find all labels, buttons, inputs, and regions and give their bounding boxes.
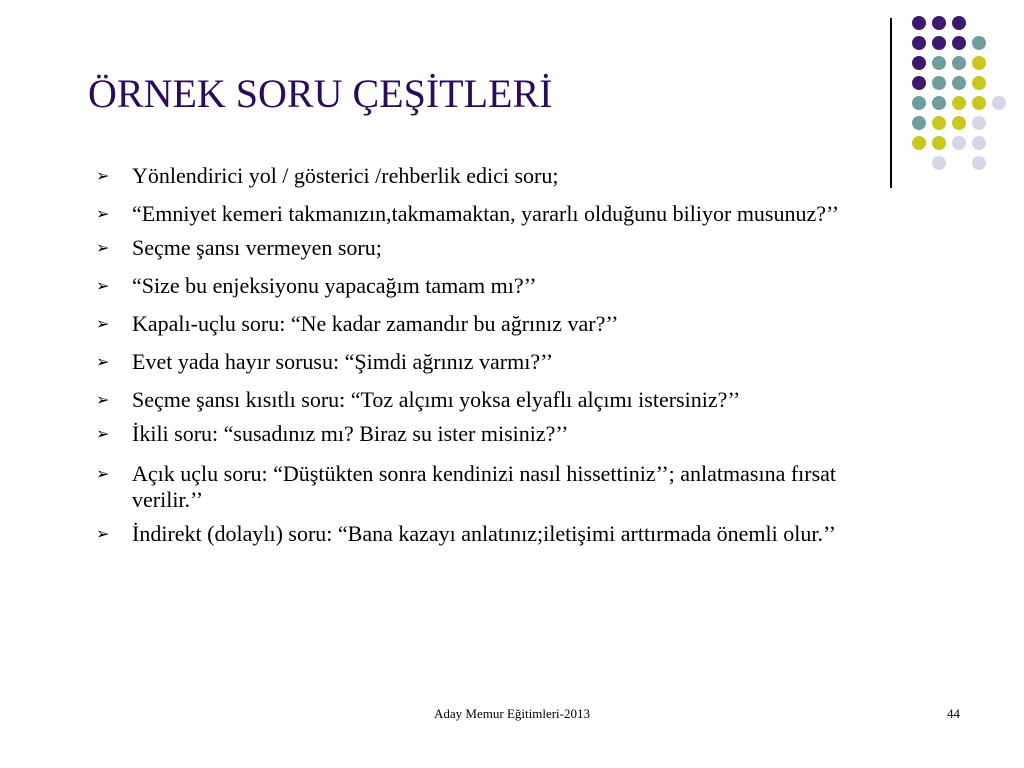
- decor-dot: [972, 136, 986, 150]
- decor-dot: [972, 116, 986, 130]
- arrow-bullet-icon: ➢: [96, 424, 110, 443]
- bullet-item: [96, 349, 896, 375]
- bullet-item: [96, 201, 896, 227]
- arrow-bullet-icon: ➢: [96, 166, 110, 185]
- decor-dot: [912, 16, 926, 30]
- decor-dot: [912, 116, 926, 130]
- decor-dot: [912, 56, 926, 70]
- decor-dot: [952, 136, 966, 150]
- decor-dot: [912, 36, 926, 50]
- arrow-bullet-icon: ➢: [96, 238, 110, 257]
- decor-dot: [932, 96, 946, 110]
- bullet-item: [96, 421, 896, 447]
- decor-dot: [992, 96, 1006, 110]
- decor-dot: [952, 36, 966, 50]
- decor-dot: [932, 136, 946, 150]
- decor-dot: [932, 36, 946, 50]
- bullet-text: “Emniyet kemeri takmanızın,takmamaktan, yararlı olduğunu biliyor musunuz?’’: [132, 201, 840, 226]
- decor-dot: [952, 16, 966, 30]
- decor-dot: [972, 96, 986, 110]
- decor-dot: [932, 156, 946, 170]
- bullet-item: [96, 461, 896, 513]
- decor-dot: [912, 136, 926, 150]
- bullet-text: İndirekt (dolaylı) soru: “Bana kazayı anlatınız;iletişimi arttırmada önemli olur.’’: [132, 521, 836, 546]
- arrow-bullet-icon: ➢: [96, 314, 110, 333]
- decor-dot: [932, 76, 946, 90]
- decor-dot: [952, 96, 966, 110]
- arrow-bullet-icon: ➢: [96, 464, 110, 483]
- arrow-bullet-icon: ➢: [96, 352, 110, 371]
- decor-dot: [912, 76, 926, 90]
- bullet-item: [96, 235, 896, 261]
- arrow-bullet-icon: ➢: [96, 390, 110, 409]
- arrow-bullet-icon: ➢: [96, 276, 110, 295]
- bullet-item: [96, 163, 896, 189]
- bullet-text: Yönlendirici yol / gösterici /rehberlik edici soru;: [132, 163, 559, 188]
- bullet-text: Evet yada hayır sorusu: “Şimdi ağrınız varmı?’’: [132, 349, 554, 374]
- decor-dot: [972, 36, 986, 50]
- bullet-item: [96, 521, 896, 547]
- decorative-dot-grid: [900, 10, 1010, 170]
- decor-dot: [952, 56, 966, 70]
- decor-dot: [932, 116, 946, 130]
- bullet-text: İkili soru: “susadınız mı? Biraz su ister misiniz?’’: [132, 421, 569, 446]
- decor-dot: [932, 56, 946, 70]
- page-number: 44: [947, 706, 960, 721]
- decor-dot: [952, 76, 966, 90]
- decor-dot: [972, 76, 986, 90]
- bullet-item: [96, 273, 896, 299]
- bullet-text: Açık uçlu soru: “Düştükten sonra kendinizi nasıl hissettiniz’’; anlatmasına fırsat verilir.’’: [132, 461, 837, 512]
- arrow-bullet-icon: ➢: [96, 524, 110, 543]
- arrow-bullet-icon: ➢: [96, 204, 110, 223]
- decor-dot: [972, 56, 986, 70]
- decor-dot: [952, 116, 966, 130]
- decor-dot: [912, 96, 926, 110]
- slide-title: ÖRNEK SORU ÇEŞİTLERİ: [88, 71, 553, 116]
- bullet-text: Kapalı-uçlu soru: “Ne kadar zamandır bu ağrınız var?’’: [132, 311, 619, 336]
- bullet-list: [96, 163, 896, 547]
- decor-dot: [972, 156, 986, 170]
- bullet-item: [96, 311, 896, 337]
- bullet-text: “Size bu enjeksiyonu yapacağım tamam mı?’’: [132, 273, 537, 298]
- bullet-text: Seçme şansı kısıtlı soru: “Toz alçımı yoksa elyaflı alçımı istersiniz?’’: [132, 387, 741, 412]
- decor-dot: [932, 16, 946, 30]
- slide-footer: Aday Memur Eğitimleri-2013: [434, 706, 590, 721]
- bullet-text: Seçme şansı vermeyen soru;: [132, 235, 382, 260]
- bullet-item: [96, 387, 896, 413]
